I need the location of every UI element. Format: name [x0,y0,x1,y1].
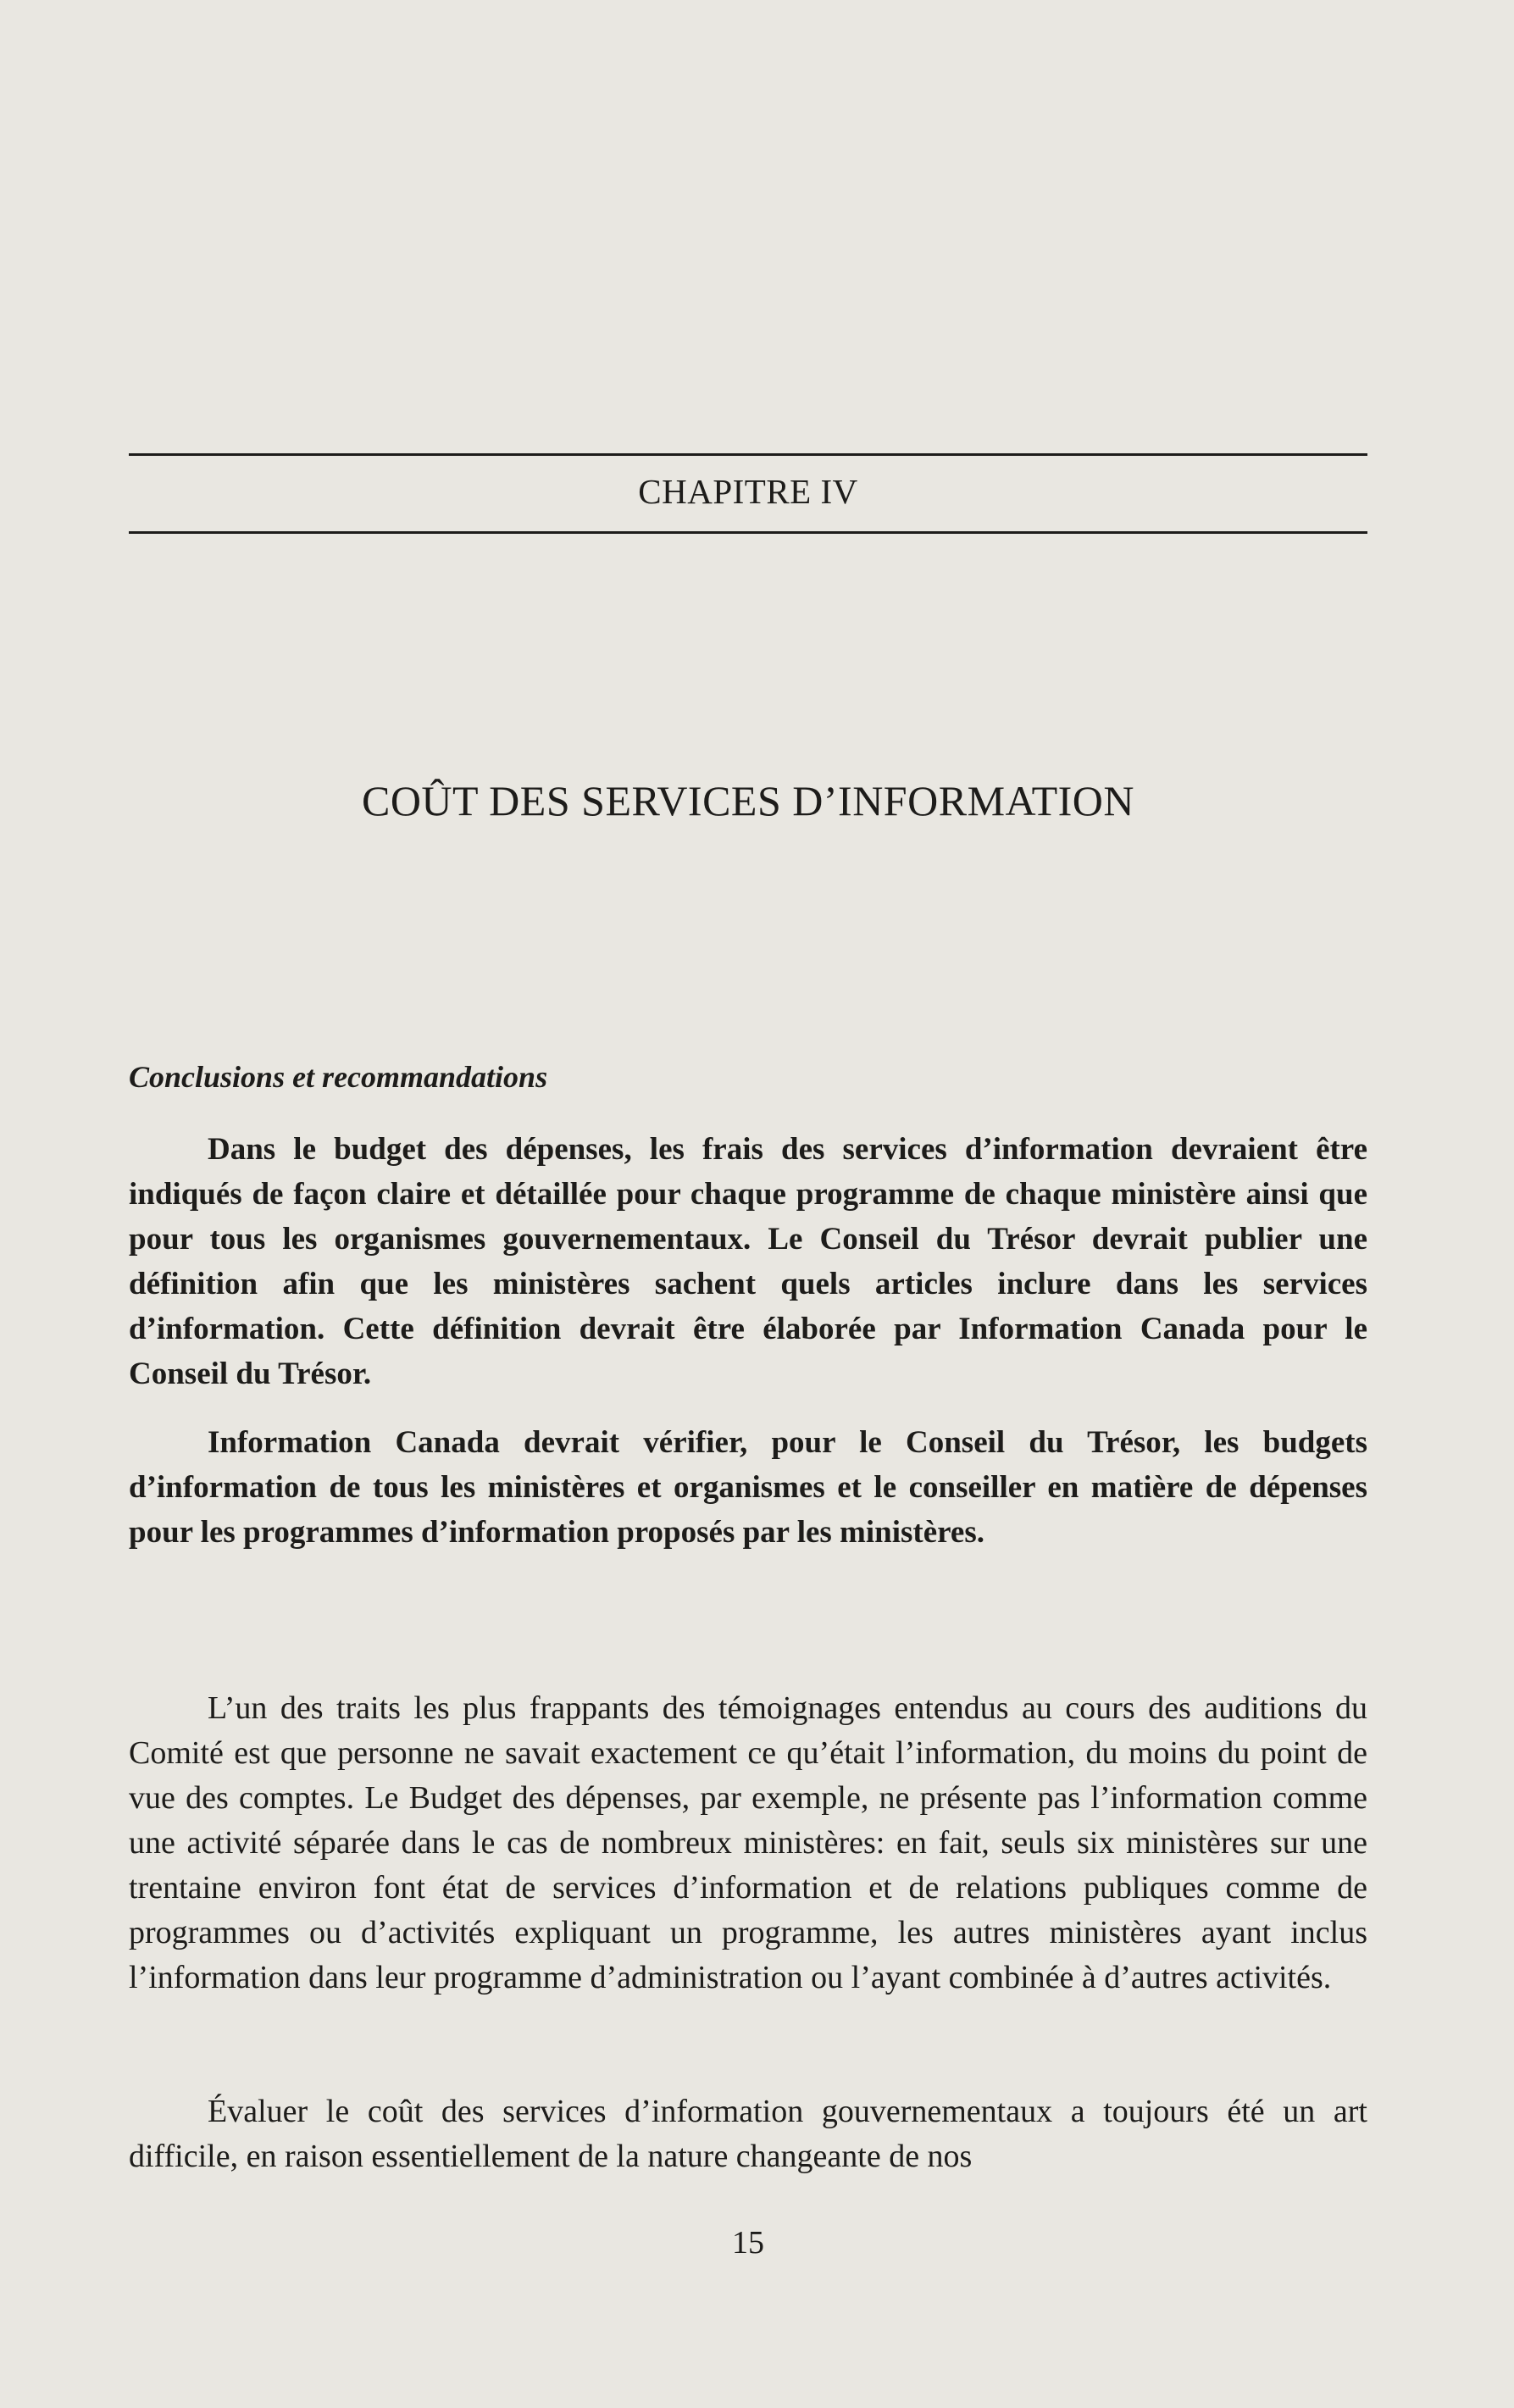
page-title: COÛT DES SERVICES D’INFORMATION [361,777,1135,824]
recommendation-paragraph: Dans le budget des dépenses, les frais des services d’information devraient être indiqués de façon claire et détaillée pour chaque programme de chaque ministère ainsi que pour tous les organismes gouvernementaux. Le Conseil du Trésor devrait publier une définition afin que les ministères sachent quels articles inclure dans les services d’information. Cette définition devrait être élaborée par Information Canada pour le Conseil du Trésor. [129,1132,1367,1391]
page-number: 15 [732,2225,764,2261]
section-heading: Conclusions et recommandations [129,1060,548,1094]
recommendation-paragraph: Information Canada devrait vérifier, pour le Conseil du Trésor, les budgets d’information de tous les ministères et organismes et le conseiller en matière de dépenses pour les programmes d’information proposés par les ministères. [129,1425,1367,1550]
body-paragraph: Évaluer le coût des services d’information gouvernementaux a toujours été un art difficile, en raison essentiellement de la nature changeante de nos [129,2094,1367,2174]
chapter-bottom-rule [129,531,1367,534]
chapter-label: CHAPITRE IV [638,472,858,511]
body-paragraph: L’un des traits les plus frappants des témoignages entendus au cours des auditions du Comité est que personne ne savait exactement ce qu’était l’information, du moins du point de vue des comptes. Le Budget des dépenses, par exemple, ne présente pas l’information comme une activité séparée dans le cas de nombreux ministères: en fait, seuls six ministères sur une trentaine environ font état de services d’information et de relations publiques comme de programmes ou d’activités expliquant un programme, les autres ministères ayant inclus l’information dans leur programme d’administration ou l’ayant combinée à d’autres activités. [129,1690,1367,1995]
chapter-top-rule [129,453,1367,456]
